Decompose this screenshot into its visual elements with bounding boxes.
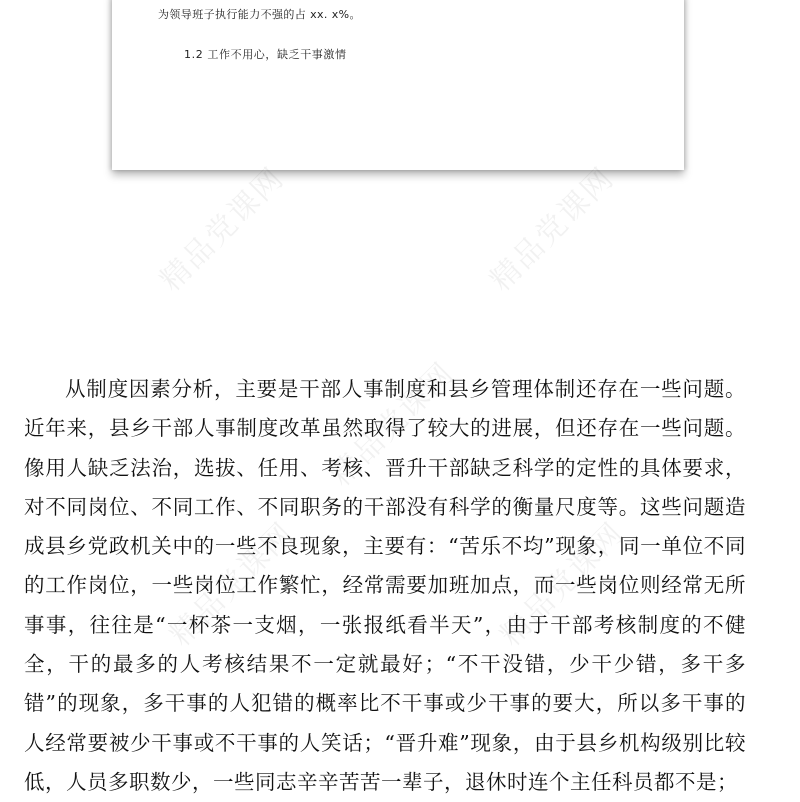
watermark: 精品党课网 bbox=[483, 160, 622, 299]
preview-section-heading: 1.2 工作不用心，缺乏干事激情 bbox=[184, 48, 347, 61]
body-paragraph: 从制度因素分析，主要是干部人事制度和县乡管理体制还存在一些问题。近年来，县乡干部人事制度改革虽然取得了较大的进展，但还存在一些问题。像用人缺乏法治，选拔、任用、考核、晋升干部缺乏科学的定性的具体要求，对不同岗位、不同工作、不同职务的干部没有科学的衡量尺度等。这些问题造成县乡党政机关中的一些不良现象，主要有：“苦乐不均”现象，同一单位不同的工作岗位，一些岗位工作繁忙，经常需要加班加点，而一些岗位则经常无所事事，往往是“一杯茶一支烟，一张报纸看半天”，由于干部考核制度的不健全，干的最多的人考核结果不一定就最好；“不干没错，少干少错，多干多错”的现象，多干事的人犯错的概率比不干事或少干事的要大，所以多干事的人经常要被少干事或不干事的人笑话；“晋升难”现象，由于县乡机构级别比较低，人员多职数少，一些同志辛辛苦苦一辈子，退休时连个主任科员都不是； bbox=[24, 377, 746, 794]
document-preview-card bbox=[112, 0, 684, 170]
watermark: 精品党课网 bbox=[163, 515, 302, 654]
watermark: 精品党课网 bbox=[153, 160, 292, 299]
watermark: 精品党课网 bbox=[323, 355, 462, 494]
preview-text-line: 为领导班子执行能力不强的占 xx. x%。 bbox=[158, 8, 361, 21]
watermark: 精品党课网 bbox=[493, 515, 632, 654]
